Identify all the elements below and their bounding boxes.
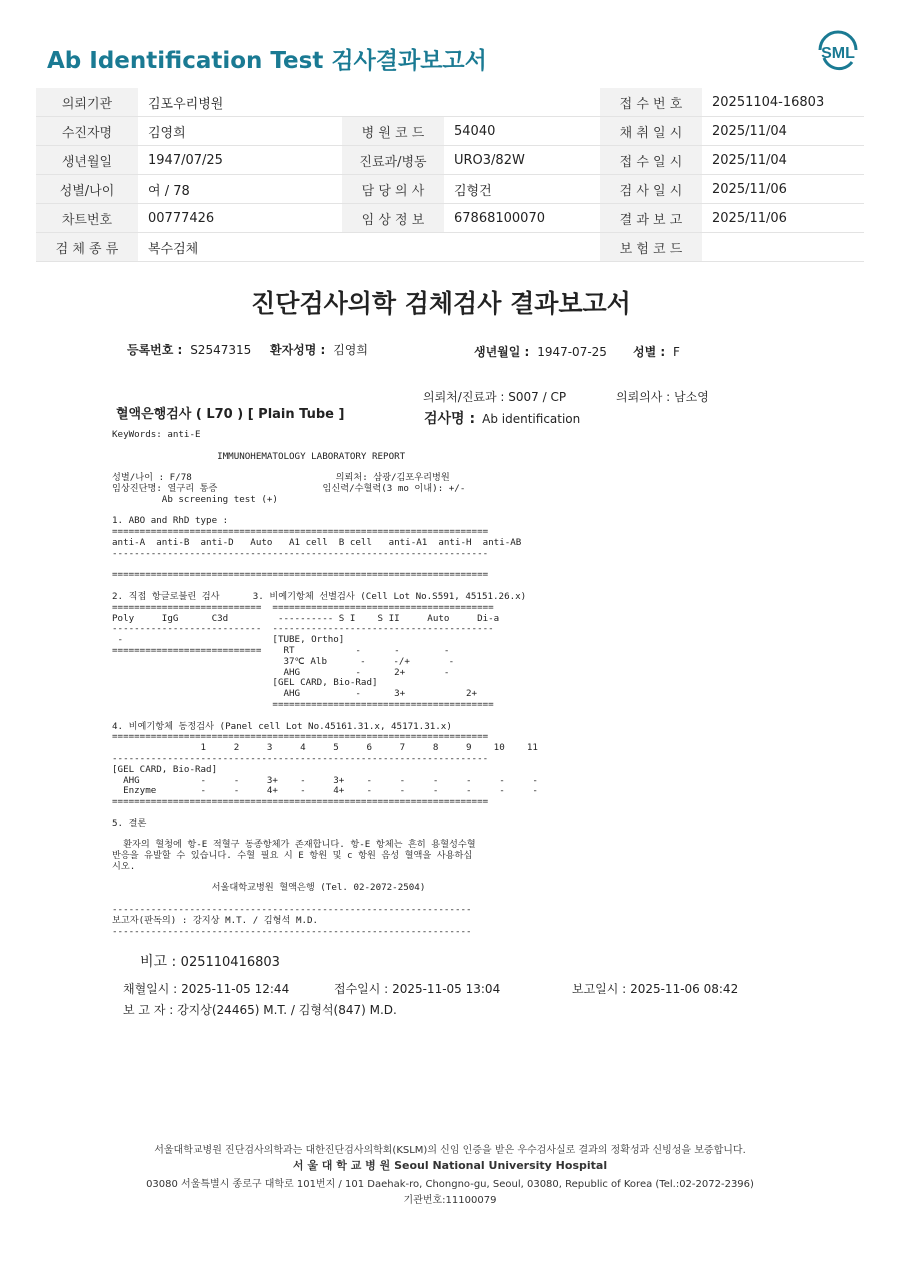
report-time-label: 보고일시 : bbox=[572, 982, 627, 996]
info-label bbox=[342, 88, 444, 117]
info-label: 검 사 일 시 bbox=[600, 175, 702, 204]
test-section: 혈액은행검사 ( L70 ) [ Plain Tube ] bbox=[116, 407, 345, 422]
report-time-value: 2025-11-06 08:42 bbox=[630, 982, 739, 996]
test-name bbox=[424, 408, 580, 428]
info-row bbox=[36, 204, 864, 233]
note-label: 비고 : bbox=[140, 954, 177, 970]
info-value: 김포우리병원 bbox=[138, 88, 342, 117]
certification-note: 서울대학교병원 진단검사의학과는 대한진단검사의학회(KSLM)의 신임 인증을 받은 우수검사실로 결과의 정확성과 신빙성을 보증합니다. bbox=[154, 1145, 746, 1156]
info-label: 검 체 종 류 bbox=[36, 233, 138, 262]
info-label: 접 수 번 호 bbox=[600, 88, 702, 117]
reporter-label: 보 고 자 : bbox=[123, 1003, 174, 1017]
patient-name-value: 김영희 bbox=[333, 343, 368, 357]
info-value: 67868100070 bbox=[444, 204, 600, 233]
birth-date-label: 생년월일 : bbox=[474, 345, 530, 359]
test-name-value: Ab identification bbox=[482, 412, 581, 426]
info-row bbox=[36, 233, 864, 262]
sex-value: F bbox=[673, 345, 680, 359]
info-value: 00777426 bbox=[138, 204, 342, 233]
sex bbox=[633, 343, 680, 360]
info-value: 김영희 bbox=[138, 117, 342, 146]
info-label: 병 원 코 드 bbox=[342, 117, 444, 146]
patient-name-label: 환자성명 : bbox=[270, 343, 326, 357]
info-value: 2025/11/04 bbox=[702, 117, 864, 146]
info-label: 담 당 의 사 bbox=[342, 175, 444, 204]
info-label: 차트번호 bbox=[36, 204, 138, 233]
info-row bbox=[36, 88, 864, 117]
info-label: 진료과/병동 bbox=[342, 146, 444, 175]
registration-number bbox=[127, 341, 251, 358]
info-row bbox=[36, 175, 864, 204]
reporter bbox=[123, 1001, 397, 1018]
info-value: 1947/07/25 bbox=[138, 146, 342, 175]
info-value: 54040 bbox=[444, 117, 600, 146]
info-value: 여 / 78 bbox=[138, 175, 342, 204]
receive-time-value: 2025-11-05 13:04 bbox=[392, 982, 501, 996]
sml-logo-icon bbox=[814, 28, 862, 76]
sex-label: 성별 : bbox=[633, 345, 666, 359]
info-label: 생년월일 bbox=[36, 146, 138, 175]
info-value: 2025/11/06 bbox=[702, 175, 864, 204]
test-name-label: 검사명 : bbox=[424, 411, 476, 427]
hospital-address: 03080 서울특별시 종로구 대학로 101번지 / 101 Daehak-ro, Chongno-gu, Seoul, 03080, Republic of Korea (Tel.:02-2072-2396) bbox=[146, 1179, 754, 1190]
collection-time-label: 채혈일시 : bbox=[123, 982, 178, 996]
patient-info-table bbox=[36, 88, 864, 262]
institution-number: 기관번호:11100079 bbox=[403, 1195, 497, 1206]
reporter-value: 강지상(24465) M.T. / 김형석(847) M.D. bbox=[177, 1003, 397, 1017]
info-value: URO3/82W bbox=[444, 146, 600, 175]
lab-report-title: 진단검사의학 검체검사 결과보고서 bbox=[251, 289, 631, 318]
info-label bbox=[342, 233, 444, 262]
info-value: 20251104-16803 bbox=[702, 88, 864, 117]
referring-doctor: 의뢰의사 : 남소영 bbox=[616, 390, 709, 404]
info-label: 임 상 정 보 bbox=[342, 204, 444, 233]
note bbox=[140, 951, 280, 971]
birth-date-value: 1947-07-25 bbox=[537, 345, 607, 359]
collection-time-value: 2025-11-05 12:44 bbox=[181, 982, 290, 996]
info-value bbox=[702, 233, 864, 262]
info-value: 2025/11/06 bbox=[702, 204, 864, 233]
info-value bbox=[444, 88, 600, 117]
info-label: 결 과 보 고 bbox=[600, 204, 702, 233]
info-label: 수진자명 bbox=[36, 117, 138, 146]
info-value: 2025/11/04 bbox=[702, 146, 864, 175]
info-value: 김형건 bbox=[444, 175, 600, 204]
patient-name bbox=[270, 341, 368, 358]
birth-date bbox=[474, 343, 607, 360]
info-label: 접 수 일 시 bbox=[600, 146, 702, 175]
info-value: 복수검체 bbox=[138, 233, 342, 262]
referring-department: 의뢰처/진료과 : S007 / CP bbox=[423, 390, 567, 404]
info-label: 성별/나이 bbox=[36, 175, 138, 204]
hospital-name: 서 울 대 학 교 병 원 Seoul National University Hospital bbox=[292, 1159, 608, 1172]
info-row bbox=[36, 117, 864, 146]
patient-info-body bbox=[36, 88, 864, 262]
registration-label: 등록번호 : bbox=[127, 343, 183, 357]
info-row bbox=[36, 146, 864, 175]
info-value bbox=[444, 233, 600, 262]
receive-time-label: 접수일시 : bbox=[334, 982, 389, 996]
registration-value: S2547315 bbox=[190, 343, 252, 357]
receive-time bbox=[334, 980, 500, 997]
collection-time bbox=[123, 980, 289, 997]
logo-text: SML bbox=[821, 45, 855, 62]
report-time bbox=[572, 980, 738, 997]
note-value: 025110416803 bbox=[180, 955, 280, 970]
info-label: 의뢰기관 bbox=[36, 88, 138, 117]
lab-report-body: KeyWords: anti-E IMMUNOHEMATOLOGY LABORATORY REPORT 성별/나이 : F/78 의뢰처: 삼광/김포우리병원 임상진단명: 열구리 통증 임신력/수혈력(3 mo 이내): +/- Ab screening test (+) 1. ABO and RhD type : ==================================================================== anti-A anti-B anti-D Auto A1 cell B cell anti-A1 anti-H anti-AB -------------------------------------------------------------------- ==================================================================== 2. 직접 항글로불린 검사 3. 비예기항체 선별검사 (Cell Lot No.S591, 45151.26.x) =========================== ======================================== Poly IgG C3d ---------- S I S II Auto Di-a --------------------------- ---------------------------------------- - [TUBE, Ortho] =========================== RT - - - 37℃ Alb - -/+ - AHG - 2+ - [GEL CARD, Bio-Rad] AHG - 3+ 2+ ======================================== 4. 비예기항체 동정검사 (Panel cell Lot No.45161.31.x, 45171.31.x) ==================================================================== 1 2 3 4 5 6 7 8 9 10 11 -------------------------------------------------------------------- [GEL CARD, Bio-Rad] AHG - - 3+ - 3+ - - - - - - Enzyme - - 4+ - 4+ - - - - - - ==================================================================== 5. 결론 환자의 혈청에 항-E 적혈구 동종항체가 존재합니다. 항-E 항체는 흔히 용혈성수혈 반응을 유발할 수 있습니다. 수혈 필요 시 E 항원 및 c 항원 음성 혈액을 사용하십 시오. 서울대학교병원 혈액은행 (Tel. 02-2072-2504) ----------------------------------------------------------------- 보고자(판독의) : 강지상 M.T. / 김형석 M.D. ----------------------------------------------------------------- bbox=[112, 429, 538, 937]
report-title: Ab Identification Test 검사결과보고서 bbox=[47, 48, 487, 74]
info-label: 채 취 일 시 bbox=[600, 117, 702, 146]
info-label: 보 험 코 드 bbox=[600, 233, 702, 262]
